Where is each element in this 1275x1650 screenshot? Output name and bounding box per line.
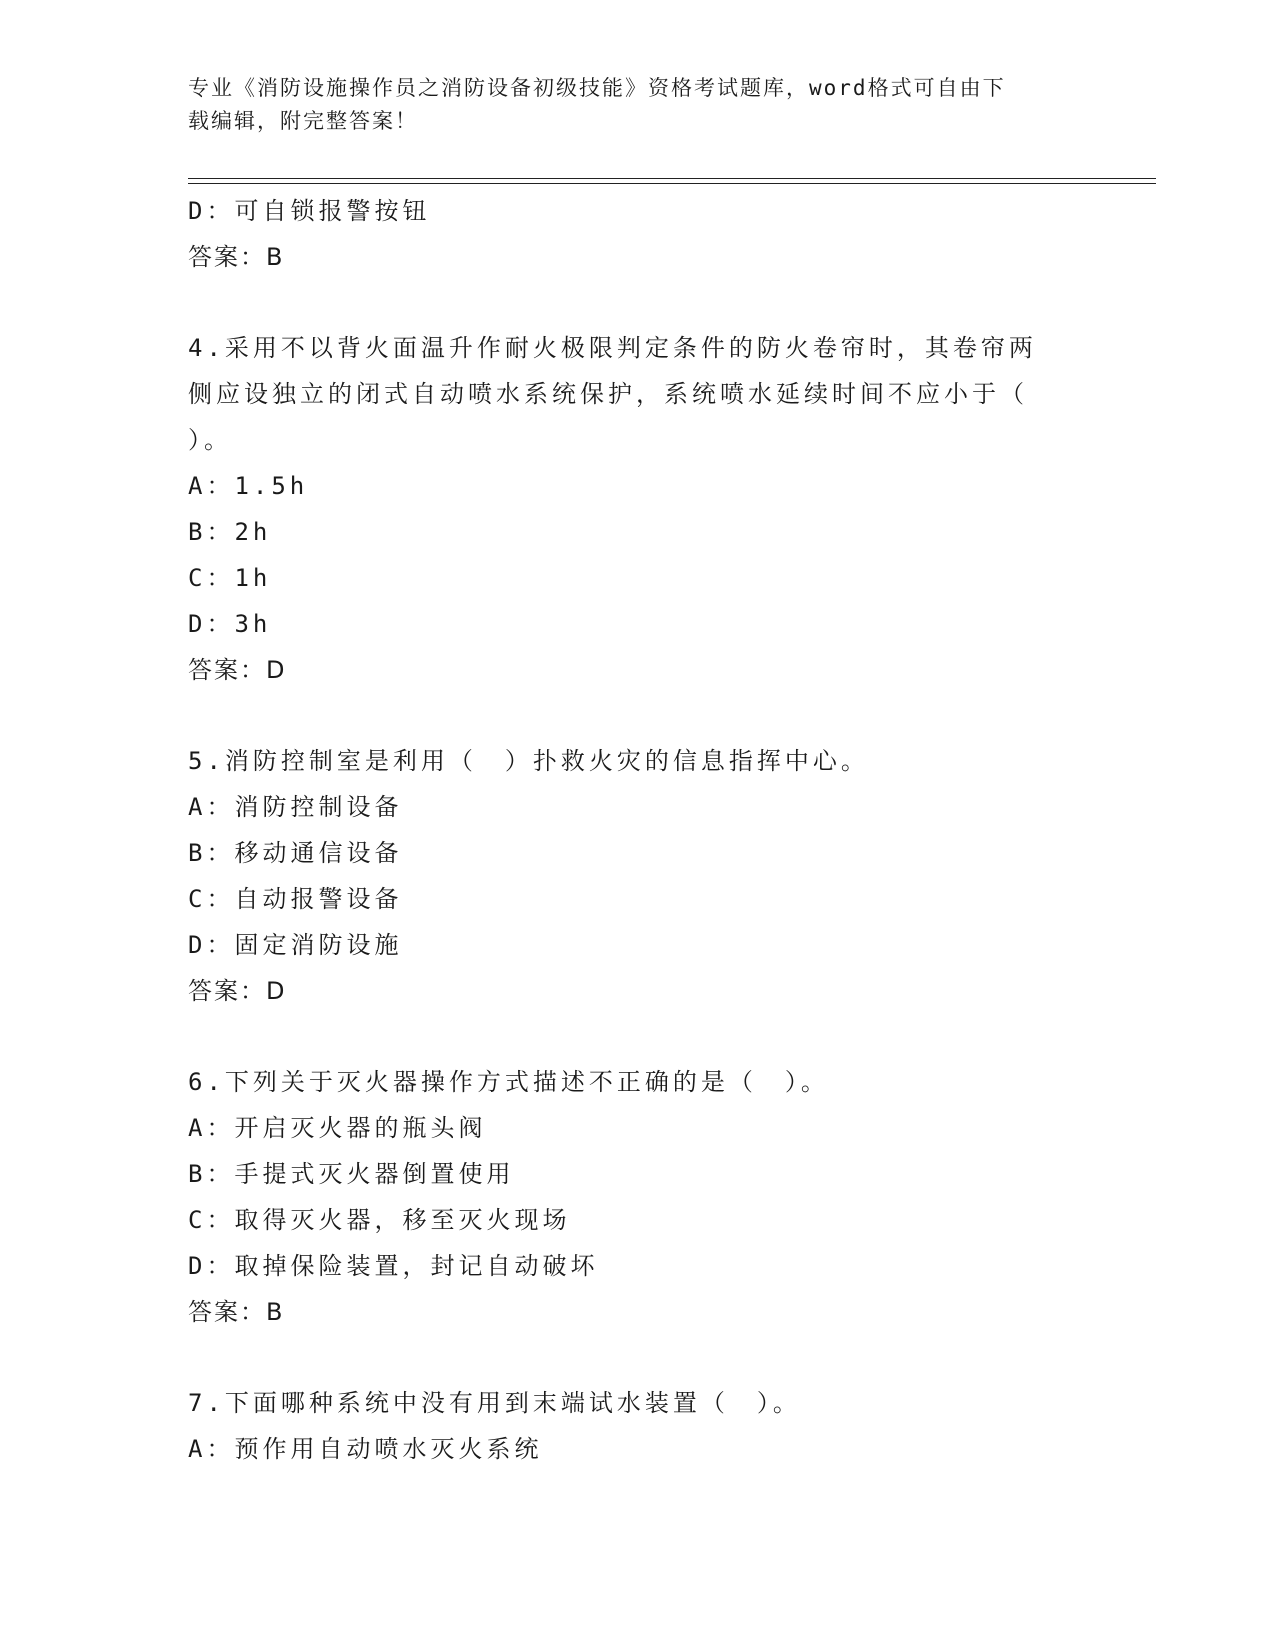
q6-answer: 答案：B — [188, 1298, 285, 1326]
q6-option-b: B：手提式灭火器倒置使用 — [188, 1160, 515, 1188]
q4-option-a: A：1.5h — [188, 472, 309, 500]
q4-text-line-3: ）。 — [188, 426, 232, 454]
q4-option-d: D：3h — [188, 610, 272, 638]
header-line-2: 载编辑，附完整答案！ — [188, 109, 418, 133]
spacer — [188, 1014, 1088, 1059]
q6-text: 6.下列关于灭火器操作方式描述不正确的是（ ）。 — [188, 1068, 829, 1096]
header-rule-top — [188, 178, 1156, 179]
q6-option-d: D：取掉保险装置，封记自动破坏 — [188, 1252, 599, 1280]
q7-option-a: A：预作用自动喷水灭火系统 — [188, 1435, 543, 1463]
q5-answer: 答案：D — [188, 977, 287, 1005]
q7-text: 7.下面哪种系统中没有用到末端试水装置（ ）。 — [188, 1389, 801, 1417]
q5-option-a: A：消防控制设备 — [188, 793, 403, 821]
q4-text-line-1: 4.采用不以背火面温升作耐火极限判定条件的防火卷帘时，其卷帘两 — [188, 334, 1037, 362]
q5-option-c: C：自动报警设备 — [188, 885, 403, 913]
q3-option-d: D：可自锁报警按钮 — [188, 197, 431, 225]
header-line-1: 专业《消防设施操作员之消防设备初级技能》资格考试题库，word格式可自由下 — [188, 76, 1006, 100]
q5-option-d: D：固定消防设施 — [188, 931, 403, 959]
document-header — [188, 72, 1088, 138]
q5-option-b: B：移动通信设备 — [188, 839, 403, 867]
spacer — [188, 693, 1088, 738]
header-rule-bottom — [188, 183, 1156, 184]
question-list — [188, 188, 1088, 1472]
q4-text-line-2: 侧应设独立的闭式自动喷水系统保护，系统喷水延续时间不应小于（ — [188, 380, 1028, 408]
q5-text: 5.消防控制室是利用（ ）扑救火灾的信息指挥中心。 — [188, 747, 869, 775]
q4-answer: 答案：D — [188, 656, 287, 684]
spacer — [188, 1335, 1088, 1380]
spacer — [188, 280, 1088, 325]
q4-option-b: B：2h — [188, 518, 272, 546]
q3-answer: 答案：B — [188, 243, 285, 271]
q6-option-c: C：取得灭火器，移至灭火现场 — [188, 1206, 571, 1234]
q4-option-c: C：1h — [188, 564, 272, 592]
q6-option-a: A：开启灭火器的瓶头阀 — [188, 1114, 487, 1142]
